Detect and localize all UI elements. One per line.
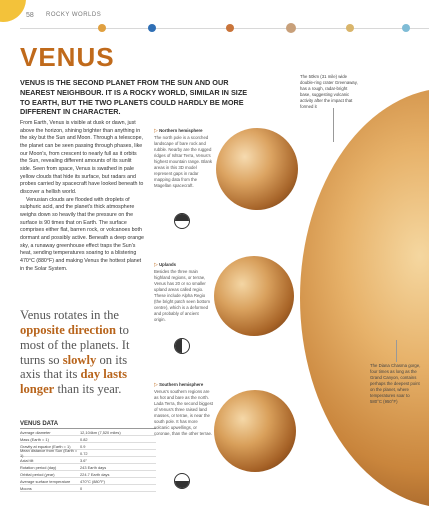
venus-large-globe [300,88,429,508]
caption-chasma: The Diana Chasma gorge, four times as long as the Grand Canyon, contains perhaps the deepest point on the planet, where temperatures soar to 580°C (950°F) [370,363,421,405]
venus-data-key: Mean distance from Sun (Earth = 1) [20,448,78,458]
venus-data-table [20,421,156,492]
page-title: VENUS [20,42,115,72]
venus-data-key: Orbital period (year) [20,471,55,477]
venus-data-row [20,471,156,478]
south-hemisphere-icon [174,473,190,489]
caption-crater: The 50km (31 mile) wide double-ring crater Greenaway, has a rough, radar-bright base, suggesting volcanic activity after the impact that formed it [300,74,358,110]
venus-south-globe [214,390,296,472]
body-paragraph: Venusian clouds are flooded with droplets of sulphuric acid, and the planet's thick atmosphere weighs down so heavily that the pressure on the surface is 90 times that on Earth. The surface comprises either flat, barren rock, or volcanoes both dormant and possibly active. Beneath a deep orange sky, a runaway greenhouse effect traps the Sun's heat, sending temperatures soaring to a blistering 470°C (880°F) and making Venus the hottest planet in the Solar System. [20,196,144,272]
venus-data-row [20,457,156,464]
venus-data-value: 0.72 [80,450,88,456]
venus-data-key: Gravity at equator (Earth = 1) [20,443,71,449]
callout-line [333,108,334,142]
venus-data-value: 470°C (880°F) [80,478,105,484]
orbit-line [20,28,429,29]
venus-data-row [20,450,156,457]
pull-quote-text: on its axis that its [20,352,128,382]
page-header [0,0,429,40]
intro-text: VENUS IS THE SECOND PLANET FROM THE SUN AND OUR NEAREST NEIGHBOUR. IT IS A ROCKY WORLD, SIMILAR IN SIZE TO EARTH, BUT THE TWO PLANETS COULD HARDLY BE MORE DIFFERENT IN CHARACTER. [20,78,248,117]
north-hemisphere-icon [174,213,190,229]
caption-text: The north pole is a scorched landscape of bare rock and rubble. Nearby are the rugged ridges of Ishtar Terra, Venus's highest mountain range. Blank areas in this 3D model represent gaps in radar mapping data from the Magellan spacecraft. [154,135,213,189]
caption-text: Besides the three main highland regions, or terrae, Venus has 20 or so smaller upland areas called regio. These include Alpha Regio (the bright patch seen bottom centre), which is a deformed and probably of ancient origin. [154,269,210,323]
side-hemisphere-icon [174,338,190,354]
caption-uplands [154,262,210,323]
venus-north-globe [216,128,298,210]
pull-quote-text: Venus rotates in the [20,308,119,322]
venus-data-value: 0 [80,485,83,491]
caption-heading: Uplands [159,262,177,267]
section-label: ROCKY WORLDS [46,12,102,18]
venus-data-row [20,478,156,485]
caption-heading: Northern hemisphere [159,128,203,133]
body-paragraph: From Earth, Venus is visible at dusk or dawn, just above the horizon, shining brighter than anything in the sky but the Sun and Moon. Through a telescope, the planet can be seen passing through phases, like our Moon's, from crescent to nearly full as it orbits the Sun, revealing different amounts of its sunlit side. Seen from space, Venus is swathed in pale yellow clouds that hide its surface, but radars and probes carried by spacecraft have looked beneath to discover a hellish world. [20,120,144,196]
pull-quote-text: than its year. [57,382,122,397]
venus-data-value: 0.9 [80,443,86,449]
planet-dot-icon [346,24,354,32]
venus-data-value: 224.7 Earth days [80,471,110,477]
sun-icon [0,0,26,22]
venus-data-key: Rotation period (day) [20,464,57,470]
caption-heading: Southern hemisphere [159,382,204,387]
callout-line [396,340,397,362]
venus-uplands-globe [214,256,294,336]
caption-text: Venus's southern regions are as hot and bare as the north. Lada Terra, the second biggest of Venus's three raised land masses, or terrae, is near the south pole. It has more volcanic upwellings, or coronae, than the other terrae. [154,389,213,437]
page-number: 58 [26,12,34,19]
planet-dot-icon [226,24,234,32]
pointer-icon: ▷ [154,382,158,388]
planet-dot-icon [402,24,410,32]
pointer-icon: ▷ [154,128,158,134]
pull-quote-highlight: day lasts longer [20,367,128,397]
venus-data-row [20,429,156,436]
venus-data-title: VENUS DATA [20,421,156,429]
venus-data-key: Mass (Earth = 1) [20,436,49,442]
caption-south [154,382,214,437]
venus-data-row [20,464,156,471]
planet-dot-icon [148,24,156,32]
pull-quote [20,308,148,397]
body-text [20,120,144,273]
venus-data-key: Average surface temperature [20,478,71,484]
venus-data-value: 3.6° [80,457,87,463]
pull-quote-text: to most of the planets. It turns so [20,322,130,367]
venus-data-row [20,485,156,492]
venus-data-value: 12,104km (7,520 miles) [80,429,121,435]
pull-quote-highlight: opposite direction [20,322,116,337]
venus-data-value: 0.82 [80,436,88,442]
pointer-icon: ▷ [154,262,158,268]
venus-data-key: Axial tilt [20,457,34,463]
venus-data-key: Moons [20,485,32,491]
planet-dot-icon [286,23,296,33]
venus-data-value: 243 Earth days [80,464,107,470]
caption-north [154,128,214,189]
venus-data-key: Average diameter [20,429,51,435]
pull-quote-highlight: slowly [62,352,97,367]
planet-dot-icon [98,24,106,32]
venus-data-row [20,436,156,443]
